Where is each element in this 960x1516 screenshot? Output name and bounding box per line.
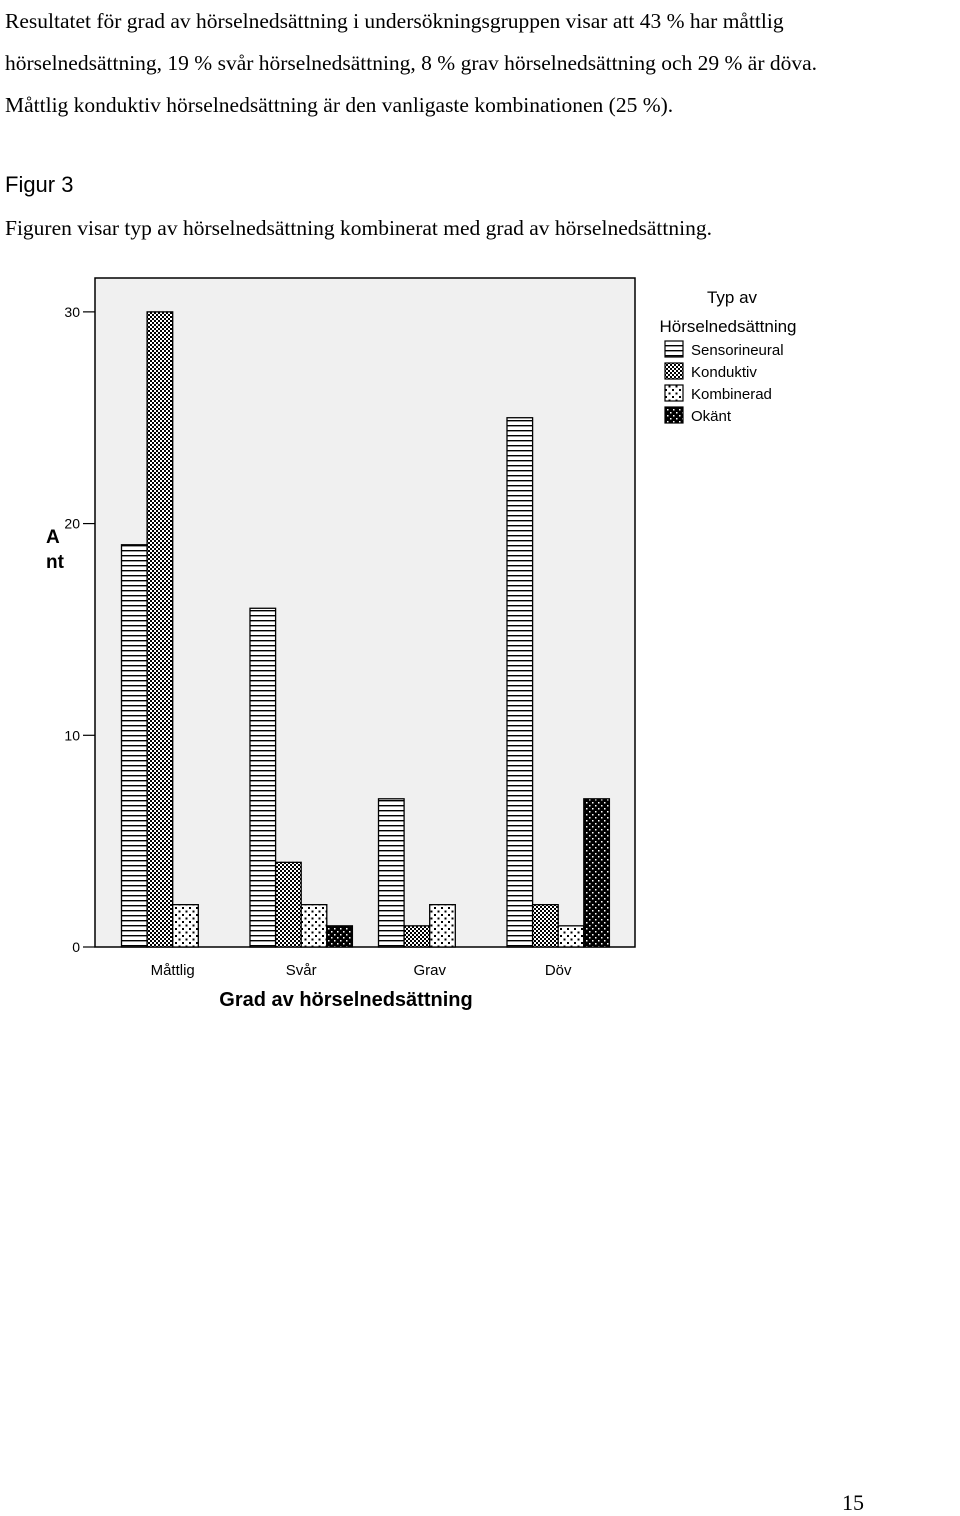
bar-kombinerad-måttlig — [173, 905, 199, 947]
bar-kombinerad-grav — [430, 905, 456, 947]
y-axis-title-part: nt — [46, 552, 64, 573]
x-tick-label: Svår — [285, 962, 317, 979]
plot-area — [95, 278, 635, 947]
y-tick-label: 0 — [72, 939, 80, 955]
y-tick-label: 20 — [64, 515, 80, 532]
legend-swatch — [665, 363, 683, 379]
intro-paragraph — [5, 0, 955, 126]
bar-okänt-svår — [327, 926, 353, 947]
bar-okänt-döv — [584, 799, 610, 947]
legend — [659, 288, 796, 425]
x-axis-title: Grad av hörselnedsättning — [219, 989, 473, 1011]
bar-sensorineural-grav — [379, 799, 405, 947]
legend-label: Okänt — [691, 408, 732, 425]
y-axis — [64, 304, 95, 955]
y-axis-title-part: A — [46, 527, 60, 548]
x-tick-label: Grav — [413, 962, 446, 979]
y-tick-label: 10 — [64, 727, 80, 744]
x-axis — [151, 962, 572, 979]
bar-konduktiv-måttlig — [147, 312, 173, 947]
intro-line: Måttlig konduktiv hörselnedsättning är den vanligaste kombinationen (25 %). — [5, 93, 674, 117]
y-axis-title — [46, 527, 65, 573]
intro-line: Resultatet för grad av hörselnedsättning i undersökningsgruppen visar att 43 % har måttlig — [5, 9, 784, 33]
page-number: 15 — [842, 1490, 864, 1515]
bar-konduktiv-döv — [533, 905, 559, 947]
bar-sensorineural-svår — [250, 608, 276, 947]
legend-title: Hörselnedsättning — [659, 317, 797, 336]
legend-swatch — [665, 341, 683, 357]
figure-title: Figur 3 — [5, 172, 74, 197]
bar-kombinerad-svår — [301, 905, 327, 947]
legend-label: Sensorineural — [691, 342, 784, 359]
bar-sensorineural-döv — [507, 418, 533, 947]
y-tick-label: 30 — [64, 303, 80, 320]
bar-kombinerad-döv — [558, 926, 584, 947]
bar-konduktiv-svår — [276, 862, 302, 947]
x-tick-label: Döv — [544, 962, 572, 979]
intro-line: hörselnedsättning, 19 % svår hörselnedsättning, 8 % grav hörselnedsättning och 29 % är döva. — [5, 51, 818, 75]
legend-swatch — [665, 407, 683, 423]
figure-caption: Figuren visar typ av hörselnedsättning kombinerat med grad av hörselnedsättning. — [5, 216, 712, 240]
legend-label: Konduktiv — [691, 364, 757, 381]
bar-chart — [0, 270, 960, 1030]
legend-label: Kombinerad — [691, 386, 772, 403]
bar-sensorineural-måttlig — [122, 545, 148, 947]
legend-swatch — [665, 385, 683, 401]
x-tick-label: Måttlig — [150, 962, 195, 979]
bar-konduktiv-grav — [404, 926, 430, 947]
legend-title: Typ av — [706, 288, 758, 307]
